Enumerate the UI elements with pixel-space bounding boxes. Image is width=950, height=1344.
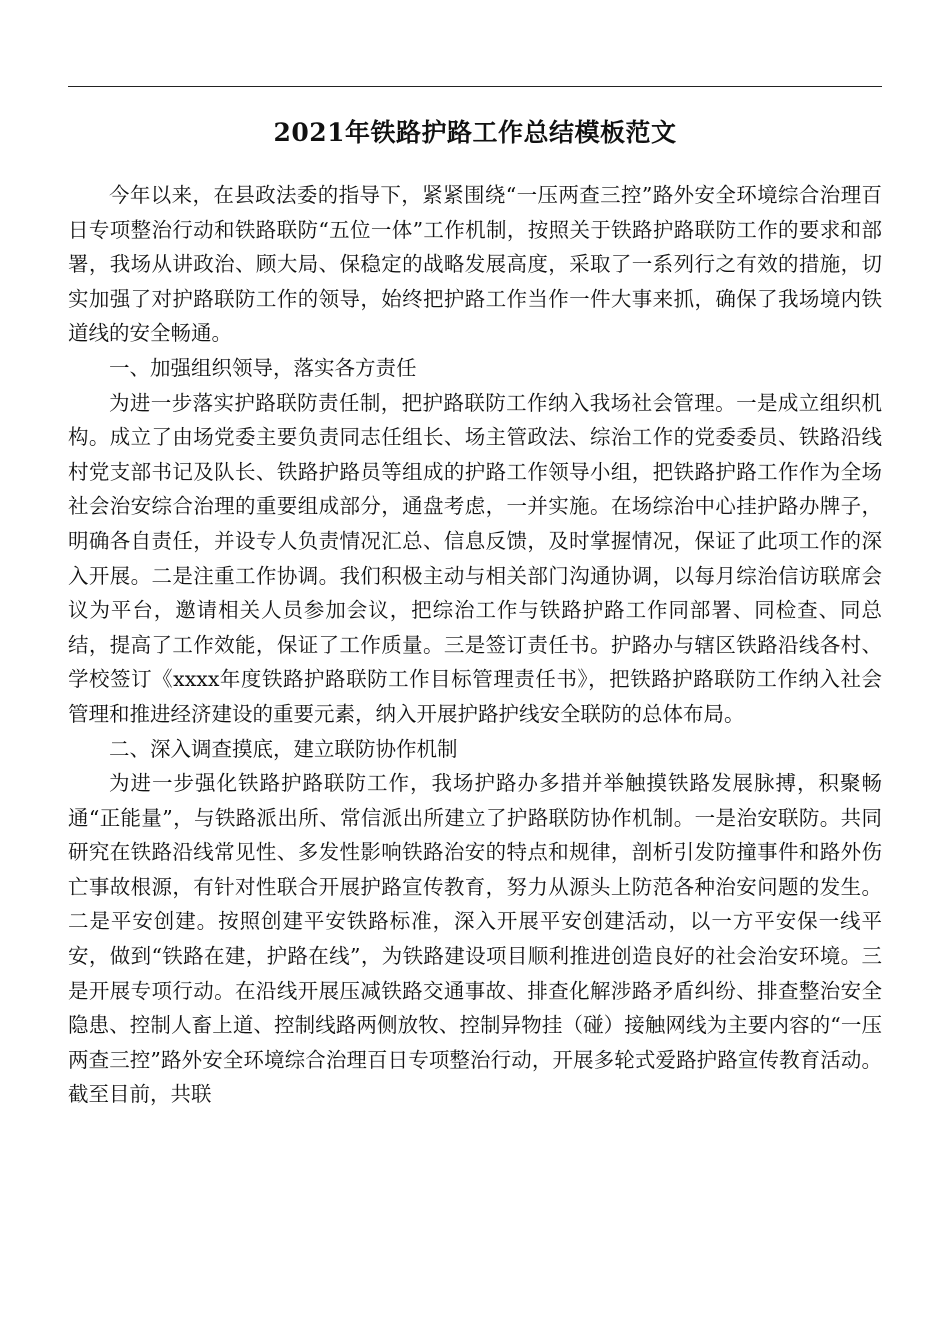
- intro-paragraph: 今年以来，在县政法委的指导下，紧紧围绕“一压两查三控”路外安全环境综合治理百日专项整治行动和铁路联防“五位一体”工作机制，按照关于铁路护路联防工作的要求和部署，我场从讲政治、顾大局、保稳定的战略发展高度，采取了一系列行之有效的措施，切实加强了对护路联防工作的领导，始终把护路工作当作一件大事来抓，确保了我场境内铁道线的安全畅通。: [68, 183, 882, 346]
- section-1-paragraph: 为进一步落实护路联防责任制，把护路联防工作纳入我场社会管理。一是成立组织机构。成立了由场党委主要负责同志任组长、场主管政法、综治工作的党委委员、铁路沿线村党支部书记及队长、铁路护路员等组成的护路工作领导小组，把铁路护路工作作为全场社会治安综合治理的重要组成部分，通盘考虑，一并实施。在场综治中心挂护路办牌子，明确各自责任，并设专人负责情况汇总、信息反馈，及时掌握情况，保证了此项工作的深入开展。二是注重工作协调。我们积极主动与相关部门沟通协调，以每月综治信访联席会议为平台，邀请相关人员参加会议，把综治工作与铁路护路工作同部署、同检查、同总结，提高了工作效能，保证了工作质量。三是签订责任书。护路办与辖区铁路沿线各村、学校签订《xxxx年度铁路护路联防工作目标管理责任书》，把铁路护路联防工作纳入社会管理和推进经济建设的重要元素，纳入开展护路护线安全联防的总体布局。: [68, 390, 882, 726]
- header-rule: [68, 86, 882, 87]
- document-body: [68, 178, 882, 1112]
- section-heading-2: 二、深入调查摸底，建立联防协作机制: [109, 736, 458, 761]
- section-heading-1: 一、加强组织领导，落实各方责任: [109, 355, 417, 380]
- section-2-paragraph: 为进一步强化铁路护路联防工作，我场护路办多措并举触摸铁路发展脉搏，积聚畅通“正能量”，与铁路派出所、常信派出所建立了护路联防协作机制。一是治安联防。共同研究在铁路沿线常见性、多发性影响铁路治安的特点和规律，剖析引发防撞事件和路外伤亡事故根源，有针对性联合开展护路宣传教育，努力从源头上防范各种治安问题的发生。二是平安创建。按照创建平安铁路标准，深入开展平安创建活动，以一方平安保一线平安，做到“铁路在建，护路在线”，为铁路建设项目顺利推进创造良好的社会治安环境。三是开展专项行动。在沿线开展压减铁路交通事故、排查化解涉路矛盾纠纷、排查整治安全隐患、控制人畜上道、控制线路两侧放牧、控制异物挂（碰）接触网线为主要内容的“一压两查三控”路外安全环境综合治理百日专项整治行动，开展多轮式爱路护路宣传教育活动。截至目前，共联: [68, 771, 882, 1107]
- document-title: 2021年铁路护路工作总结模板范文: [273, 117, 677, 147]
